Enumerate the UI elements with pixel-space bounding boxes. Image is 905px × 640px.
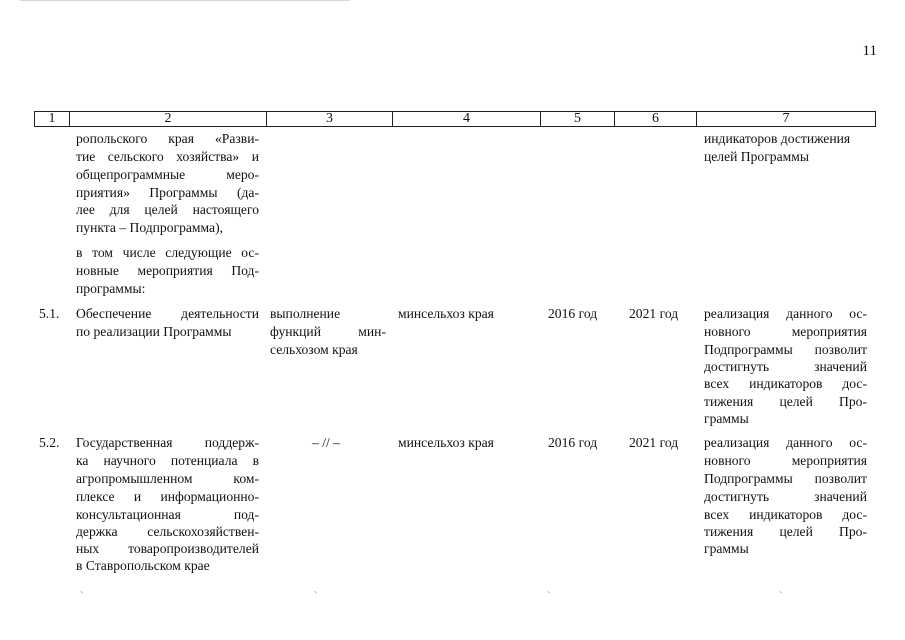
continuation-col2-sub-line: в том числе следующие ос- xyxy=(76,245,259,260)
row-col2-line: ка научного потенциала в xyxy=(76,453,259,468)
row-col3-line: сельхозом края xyxy=(270,342,358,357)
row-col7-line: тижения целей Про- xyxy=(704,394,867,409)
row-col2-line: Государственная поддерж- xyxy=(76,435,259,450)
scan-tick-mark: ` xyxy=(314,591,318,602)
header-cell-1: 1 xyxy=(34,111,69,127)
row-col7-line: достигнуть значений xyxy=(704,359,867,374)
row-col7-line: всех индикаторов дос- xyxy=(704,507,867,522)
continuation-col2-line: общепрограммные мерo- xyxy=(76,167,259,182)
row-executor: минсельхоз края xyxy=(398,306,494,321)
row-col7-line: достигнуть значений xyxy=(704,489,867,504)
row-col2-line: консультационная под- xyxy=(76,507,259,522)
header-cell-3: 3 xyxy=(266,111,392,127)
row-end-year: 2021 год xyxy=(629,435,679,450)
row-col7-line: тижения целей Про- xyxy=(704,524,867,539)
row-number: 5.1. xyxy=(39,306,60,321)
page-number: 11 xyxy=(862,43,877,59)
scan-tick-mark: ` xyxy=(80,591,84,602)
row-col7-line: граммы xyxy=(704,411,749,426)
row-col2-line: по реализации Программы xyxy=(76,324,232,339)
row-start-year: 2016 год xyxy=(548,435,598,450)
row-number: 5.2. xyxy=(39,435,60,450)
row-col7-line: всех индикаторов дос- xyxy=(704,376,867,391)
row-col7-line: новного мероприятия xyxy=(704,453,867,468)
row-col7-line: Подпрограммы позволит xyxy=(704,342,867,357)
header-cell-6: 6 xyxy=(614,111,696,127)
row-col7-line: Подпрограммы позволит xyxy=(704,471,867,486)
scan-tick-mark: ` xyxy=(547,591,551,602)
continuation-col7-line: индикаторов достижения xyxy=(704,131,851,146)
scan-tick-mark: ` xyxy=(779,591,783,602)
row-col2-line: плексе и информационно- xyxy=(76,489,259,504)
continuation-col2-line: пункта – Подпрограмма), xyxy=(76,220,223,235)
row-executor: минсельхоз края xyxy=(398,435,494,450)
row-col7-line: граммы xyxy=(704,541,749,556)
row-col3-ditto: – // – xyxy=(312,435,340,450)
row-col7-line: реализация данного ос- xyxy=(704,435,867,450)
continuation-col2-line: ропольского края «Разви- xyxy=(76,131,259,146)
header-cell-4: 4 xyxy=(392,111,540,127)
continuation-col2-line: приятия» Программы (да- xyxy=(76,185,259,200)
continuation-col2-sub-line: программы: xyxy=(76,281,146,296)
header-cell-5: 5 xyxy=(540,111,614,127)
row-col2-line: ных товаропроизводителей xyxy=(76,541,259,556)
row-col7-line: новного мероприятия xyxy=(704,324,867,339)
continuation-col7-line: целей Программы xyxy=(704,149,809,164)
continuation-col2-line: лее для целей настоящего xyxy=(76,202,259,217)
continuation-col2-line: тие сельского хозяйства» и xyxy=(76,149,259,164)
row-col2-line: Обеспечение деятельности xyxy=(76,306,259,321)
row-col3-line: выполнение xyxy=(270,306,341,321)
row-col2-line: агропромышленном ком- xyxy=(76,471,259,486)
row-start-year: 2016 год xyxy=(548,306,598,321)
continuation-col2-sub-line: новные мероприятия Под- xyxy=(76,263,259,278)
scan-top-edge-line xyxy=(20,0,350,1)
header-cell-2: 2 xyxy=(69,111,266,127)
row-col7-line: реализация данного ос- xyxy=(704,306,867,321)
row-col2-line: держка сельскохозяйствен- xyxy=(76,524,259,539)
header-cell-7: 7 xyxy=(696,111,876,127)
row-end-year: 2021 год xyxy=(629,306,679,321)
row-col3-line: функций мин- xyxy=(270,324,386,339)
row-col2-line: в Ставропольском крае xyxy=(76,558,210,573)
